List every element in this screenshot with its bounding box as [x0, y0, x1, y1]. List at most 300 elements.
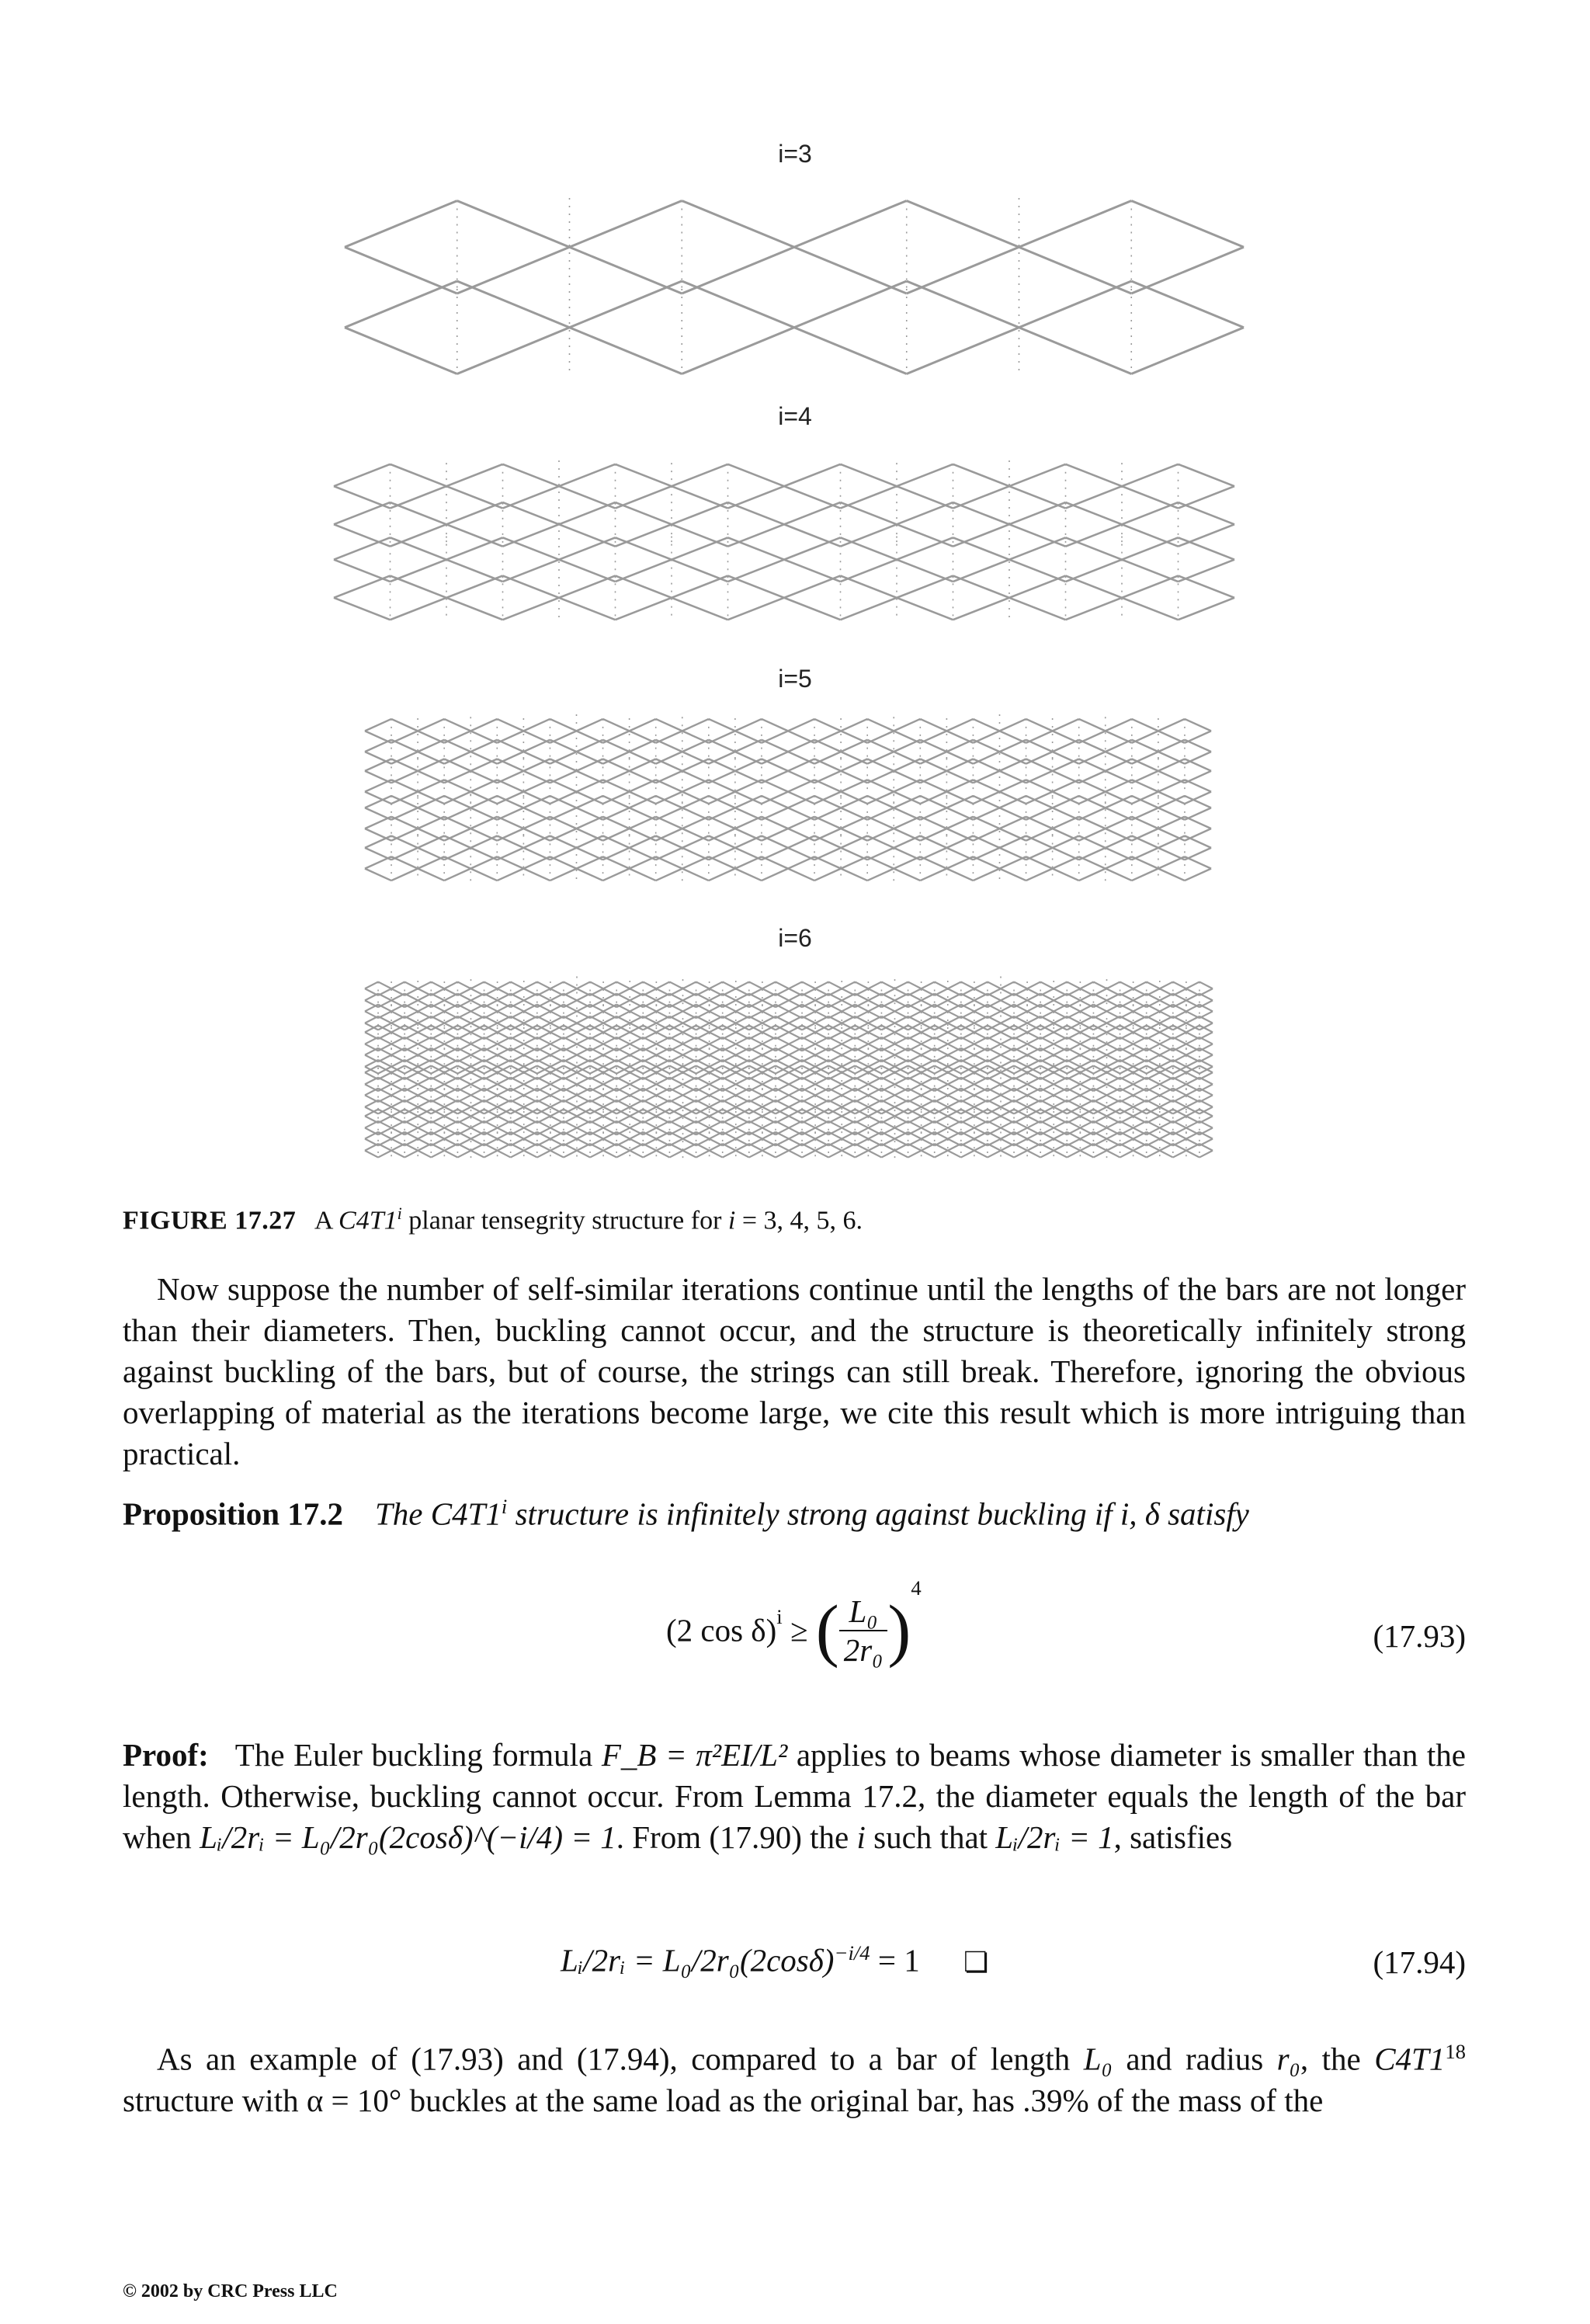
- bar: [897, 464, 953, 486]
- bar: [391, 1089, 404, 1096]
- bar: [1019, 247, 1132, 294]
- bar: [1132, 869, 1158, 881]
- bar: [1132, 856, 1158, 868]
- bar: [1199, 1005, 1213, 1012]
- bar: [524, 1100, 537, 1107]
- bar: [1054, 1067, 1067, 1074]
- bar: [550, 1048, 564, 1055]
- bar: [1027, 1016, 1040, 1023]
- bar: [894, 817, 920, 829]
- proposition-text-a: The C4T1: [375, 1495, 502, 1532]
- bar: [868, 994, 881, 1001]
- bar: [471, 981, 484, 988]
- bar: [616, 1065, 630, 1072]
- bar: [471, 1060, 484, 1067]
- bar: [855, 1067, 868, 1074]
- bar: [895, 1060, 908, 1067]
- bar: [696, 1067, 710, 1074]
- bar: [1001, 1121, 1014, 1128]
- bar: [895, 1005, 908, 1012]
- bar: [683, 1132, 696, 1139]
- bar: [723, 1037, 736, 1044]
- bar: [511, 1016, 524, 1023]
- bar: [391, 598, 447, 620]
- bar: [365, 869, 391, 881]
- bar: [577, 1151, 590, 1158]
- bar: [696, 1005, 710, 1012]
- bar: [537, 1132, 550, 1139]
- bar: [564, 981, 577, 988]
- bar: [1179, 537, 1235, 559]
- bar: [1106, 835, 1132, 847]
- bar: [1122, 575, 1179, 597]
- bar: [789, 1151, 802, 1158]
- bar: [1107, 1060, 1120, 1067]
- bar: [867, 719, 894, 731]
- eq1-lhs-sup: i: [776, 1605, 783, 1628]
- bar: [735, 817, 762, 829]
- proposition-text-b: structure is infinitely strong against buckling if i, δ satisfy: [507, 1495, 1249, 1532]
- bar: [1122, 524, 1179, 546]
- bar: [802, 1144, 815, 1151]
- bar: [378, 1067, 391, 1074]
- bar: [1147, 1151, 1160, 1158]
- bar: [855, 1089, 868, 1096]
- bar: [1000, 829, 1026, 840]
- paragraph-2-text-a: As an example of (17.93) and (17.94), compared to a bar of length: [157, 2041, 1084, 2077]
- bar: [736, 981, 749, 988]
- bar: [550, 1037, 564, 1044]
- bar: [1067, 1016, 1080, 1023]
- bar: [973, 835, 999, 847]
- bar: [1014, 1121, 1027, 1128]
- bar: [444, 1144, 457, 1151]
- bar: [723, 1016, 736, 1023]
- bar: [1107, 1100, 1120, 1107]
- bar: [1173, 1037, 1186, 1044]
- bar: [577, 759, 603, 770]
- bar: [855, 1121, 868, 1128]
- bar: [842, 1100, 855, 1107]
- panel-label-i6: i=6: [778, 924, 812, 952]
- bar: [498, 1089, 511, 1096]
- bar: [1053, 829, 1079, 840]
- bar: [867, 740, 894, 752]
- bar: [762, 752, 788, 763]
- bar: [735, 752, 762, 763]
- bar: [457, 281, 570, 328]
- bar: [1173, 994, 1186, 1001]
- bar: [709, 817, 735, 829]
- bar: [814, 835, 841, 847]
- bar: [503, 524, 560, 546]
- bar: [894, 869, 920, 881]
- bar: [511, 1144, 524, 1151]
- bar: [749, 1065, 762, 1072]
- bar: [974, 1121, 988, 1128]
- bar: [897, 537, 953, 559]
- bar: [1133, 1037, 1147, 1044]
- bar: [1120, 1037, 1133, 1044]
- bar: [1067, 1089, 1080, 1096]
- bar: [457, 1037, 470, 1044]
- bar: [1106, 856, 1132, 868]
- bar: [498, 1037, 511, 1044]
- bar: [524, 1132, 537, 1139]
- bar: [418, 1132, 431, 1139]
- bar: [603, 1016, 616, 1023]
- bar: [484, 981, 498, 988]
- bar: [762, 759, 788, 770]
- bar: [1067, 981, 1080, 988]
- bar: [908, 1144, 922, 1151]
- proof-text-e: , satisfies: [1113, 1819, 1233, 1855]
- bar: [762, 780, 788, 791]
- bar: [470, 817, 497, 829]
- bar: [828, 1060, 842, 1067]
- bar: [908, 1005, 922, 1012]
- proposition-label: Proposition 17.2: [123, 1495, 343, 1532]
- bar: [391, 1067, 404, 1074]
- bar: [630, 1048, 643, 1055]
- bar: [603, 1132, 616, 1139]
- bar: [894, 829, 920, 840]
- bar: [1107, 1144, 1120, 1151]
- qed-box-icon: ❏: [963, 1946, 989, 1978]
- bar: [762, 740, 788, 752]
- bar: [789, 1144, 802, 1151]
- bar: [669, 1100, 682, 1107]
- bar: [590, 981, 603, 988]
- bar: [776, 994, 789, 1001]
- bar: [828, 1065, 842, 1072]
- bar: [1079, 740, 1106, 752]
- bar: [630, 817, 656, 829]
- bar: [776, 1100, 789, 1107]
- bar: [828, 1005, 842, 1012]
- bar: [1158, 817, 1185, 829]
- bar: [935, 1121, 948, 1128]
- bar: [1133, 1121, 1147, 1128]
- bar: [814, 869, 841, 881]
- bar: [762, 856, 788, 868]
- bar: [418, 1089, 431, 1096]
- bar: [577, 1037, 590, 1044]
- bar: [603, 1151, 616, 1158]
- bar: [444, 740, 470, 752]
- bar: [444, 1151, 457, 1158]
- bar: [922, 1121, 935, 1128]
- bar: [523, 817, 550, 829]
- bar: [365, 994, 378, 1001]
- bar: [550, 817, 576, 829]
- paragraph-2-text-c: , the: [1300, 2041, 1375, 2077]
- bar: [564, 1005, 577, 1012]
- proof-formula: F_B = π²EI/L²: [601, 1737, 788, 1773]
- bar: [1040, 994, 1054, 1001]
- bar: [1147, 1067, 1160, 1074]
- bar: [1053, 817, 1079, 829]
- bar: [683, 1078, 696, 1085]
- bar: [616, 537, 672, 559]
- bar: [524, 981, 537, 988]
- bar: [630, 981, 643, 988]
- bar: [524, 1078, 537, 1085]
- bar: [444, 1037, 457, 1044]
- bar: [907, 200, 1019, 247]
- bar: [815, 1132, 828, 1139]
- truss-diagram-i4: [0, 449, 1590, 635]
- bar: [710, 1037, 723, 1044]
- bar: [391, 752, 418, 763]
- bar: [446, 537, 503, 559]
- bar: [524, 1151, 537, 1158]
- bar: [881, 1065, 894, 1072]
- bar: [1147, 1100, 1160, 1107]
- bar: [762, 1089, 776, 1096]
- bar: [365, 1132, 378, 1139]
- bar: [953, 598, 1010, 620]
- bar: [1026, 817, 1053, 829]
- bar: [1120, 981, 1133, 988]
- bar: [1147, 981, 1160, 988]
- bar: [895, 1037, 908, 1044]
- bar: [842, 994, 855, 1001]
- bar: [696, 1037, 710, 1044]
- bar: [948, 1151, 961, 1158]
- bar: [431, 1060, 444, 1067]
- bar: [946, 740, 973, 752]
- bar: [418, 1005, 431, 1012]
- bar: [1160, 994, 1173, 1001]
- eq2-expr: Lᵢ/2rᵢ = L₀/2r₀(2cosδ): [561, 1942, 835, 1978]
- bar: [974, 1037, 988, 1044]
- bar: [391, 1100, 404, 1107]
- bar: [391, 817, 418, 829]
- bar: [470, 740, 497, 752]
- bar: [895, 1016, 908, 1023]
- bar: [709, 869, 735, 881]
- bar: [974, 981, 988, 988]
- bar: [710, 1132, 723, 1139]
- bar: [1027, 981, 1040, 988]
- bar: [418, 1078, 431, 1085]
- bar: [444, 1048, 457, 1055]
- bar: [696, 994, 710, 1001]
- bar: [643, 1065, 656, 1072]
- equation-number-17-94: (17.94): [1373, 1944, 1466, 1980]
- bar: [365, 752, 391, 763]
- bar: [1014, 981, 1027, 988]
- bar: [683, 994, 696, 1001]
- bar: [365, 759, 391, 770]
- bar: [1160, 1100, 1173, 1107]
- bar: [577, 856, 603, 868]
- bar: [682, 247, 794, 294]
- bar: [471, 1037, 484, 1044]
- bar: [1160, 1151, 1173, 1158]
- bar: [616, 1089, 630, 1096]
- bar: [1027, 1100, 1040, 1107]
- bar: [1107, 1132, 1120, 1139]
- bar: [378, 981, 391, 988]
- bar: [630, 759, 656, 770]
- bar: [497, 780, 523, 791]
- bar: [577, 1067, 590, 1074]
- bar: [1093, 1065, 1106, 1072]
- bar: [935, 1100, 948, 1107]
- bar: [630, 829, 656, 840]
- bar: [1027, 1005, 1040, 1012]
- bar: [630, 1067, 643, 1074]
- bar: [736, 1151, 749, 1158]
- bar: [603, 1100, 616, 1107]
- bar: [365, 780, 391, 791]
- bar: [404, 1132, 418, 1139]
- bar: [868, 1121, 881, 1128]
- bar: [988, 1065, 1001, 1072]
- bar: [1066, 575, 1123, 597]
- bar: [736, 1121, 749, 1128]
- bar: [696, 1048, 710, 1055]
- bar: [723, 1089, 736, 1096]
- bar: [682, 869, 709, 881]
- bar: [1053, 752, 1079, 763]
- bar: [418, 817, 444, 829]
- bar: [1186, 1089, 1199, 1096]
- bar: [1147, 1060, 1160, 1067]
- bar: [1093, 1067, 1106, 1074]
- bar: [776, 1151, 789, 1158]
- bar: [946, 829, 973, 840]
- bar: [498, 1132, 511, 1139]
- bar: [1173, 1132, 1186, 1139]
- bar: [710, 1060, 723, 1067]
- bar: [1131, 281, 1244, 328]
- bar: [537, 1089, 550, 1096]
- bar: [498, 1067, 511, 1074]
- bar: [431, 994, 444, 1001]
- bar: [723, 1065, 736, 1072]
- bar: [484, 1089, 498, 1096]
- bar: [961, 1037, 974, 1044]
- bar: [842, 1048, 855, 1055]
- bar: [1040, 1005, 1054, 1012]
- bar: [709, 829, 735, 840]
- bar: [961, 981, 974, 988]
- bar: [365, 817, 391, 829]
- bar: [922, 994, 935, 1001]
- bar: [735, 856, 762, 868]
- bar: [894, 780, 920, 791]
- bar: [669, 1067, 682, 1074]
- bar: [828, 1016, 842, 1023]
- bar: [867, 752, 894, 763]
- bar: [550, 835, 576, 847]
- bar: [1053, 740, 1079, 752]
- bar: [603, 1037, 616, 1044]
- bar: [630, 835, 656, 847]
- bar: [802, 1078, 815, 1085]
- bar: [908, 1100, 922, 1107]
- bar: [577, 1132, 590, 1139]
- bar: [1009, 502, 1066, 524]
- bar: [1132, 829, 1158, 840]
- caption-var: i: [727, 1206, 736, 1235]
- bar: [537, 1016, 550, 1023]
- bar: [855, 1065, 868, 1072]
- bar: [537, 1037, 550, 1044]
- bar: [523, 856, 550, 868]
- bar: [1120, 1078, 1133, 1085]
- bar: [710, 1144, 723, 1151]
- bar: [616, 598, 672, 620]
- bar: [1107, 1089, 1120, 1096]
- bar: [841, 869, 867, 881]
- bar: [365, 1151, 378, 1158]
- bar: [1000, 740, 1026, 752]
- bar: [1009, 537, 1066, 559]
- bar: [616, 1078, 630, 1085]
- bar: [1067, 1132, 1080, 1139]
- bar: [1158, 856, 1185, 868]
- bar: [749, 994, 762, 1001]
- bar: [868, 1016, 881, 1023]
- bar: [484, 1144, 498, 1151]
- eq1-power: 4: [911, 1576, 922, 1600]
- bar: [616, 464, 672, 486]
- bar: [973, 817, 999, 829]
- bar: [1040, 1100, 1054, 1107]
- bar: [841, 464, 897, 486]
- bar: [564, 1037, 577, 1044]
- bar: [841, 817, 867, 829]
- bar: [669, 1037, 682, 1044]
- bar: [418, 752, 444, 763]
- bar: [1120, 1060, 1133, 1067]
- bar: [881, 981, 894, 988]
- bar: [418, 1100, 431, 1107]
- bar: [776, 981, 789, 988]
- bar: [1040, 1132, 1054, 1139]
- bar: [1040, 1065, 1054, 1072]
- bar: [868, 1048, 881, 1055]
- bar: [446, 464, 503, 486]
- bar: [908, 1067, 922, 1074]
- bar: [814, 740, 841, 752]
- bar: [868, 1060, 881, 1067]
- bar: [1186, 1005, 1199, 1012]
- bar: [1080, 1121, 1093, 1128]
- bar: [1040, 1089, 1054, 1096]
- bar: [471, 1089, 484, 1096]
- bar: [908, 1089, 922, 1096]
- bar: [728, 537, 785, 559]
- bar: [418, 1016, 431, 1023]
- bar: [564, 1089, 577, 1096]
- bar: [948, 1016, 961, 1023]
- bar: [1186, 1100, 1199, 1107]
- bar: [948, 1100, 961, 1107]
- bar: [404, 1121, 418, 1128]
- bar: [643, 1037, 656, 1044]
- bar: [404, 1037, 418, 1044]
- bar: [1158, 780, 1185, 791]
- bar: [630, 1089, 643, 1096]
- bar: [776, 1048, 789, 1055]
- bar: [908, 1037, 922, 1044]
- bar: [1173, 1144, 1186, 1151]
